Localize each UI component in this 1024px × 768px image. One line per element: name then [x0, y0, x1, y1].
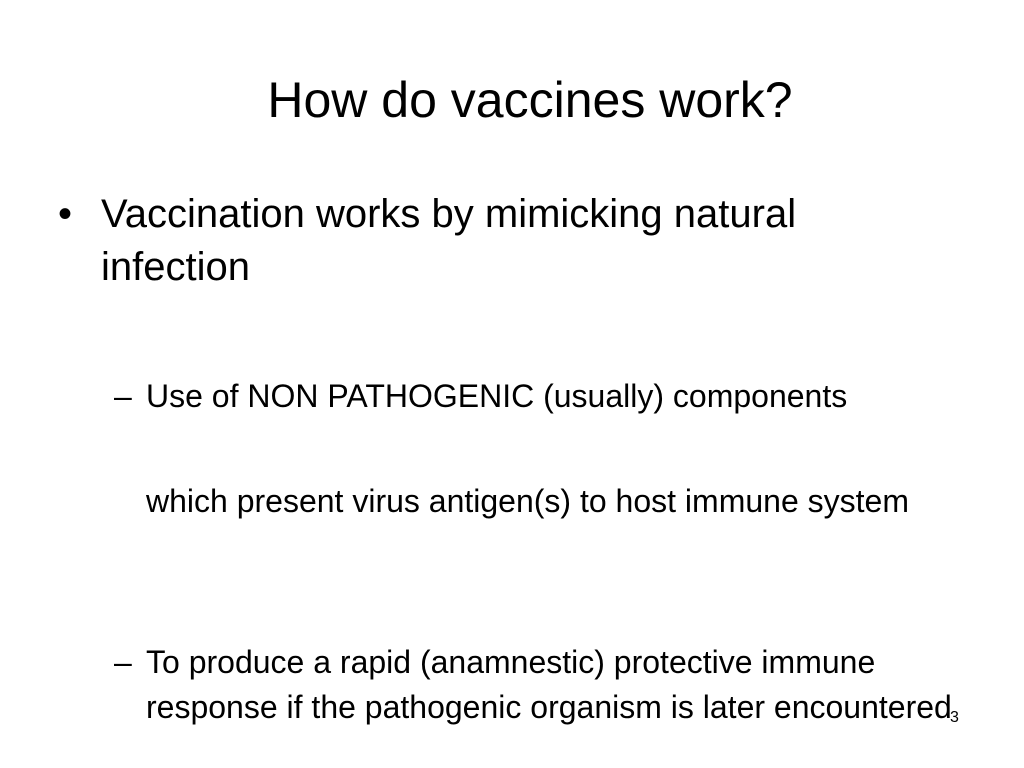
slide-title: How do vaccines work?: [267, 72, 793, 128]
sub-bullet-marker: –: [114, 378, 132, 414]
sub-bullet-text: To produce a rapid (anamnestic) protective immune response if the pathogenic organism is later encountered: [146, 644, 952, 725]
slide-number: 3: [950, 709, 959, 726]
sub-bullet-marker: –: [114, 644, 132, 680]
sub-bullet-item: [114, 640, 964, 730]
bullet-item: [58, 188, 908, 294]
sub-bullet-text: Use of NON PATHOGENIC (usually) components: [146, 378, 848, 414]
sub-bullet-item: [114, 374, 964, 419]
sub-bullet-continuation: which present virus antigen(s) to host immune system: [146, 483, 909, 519]
bullet-text: Vaccination works by mimicking natural infection: [101, 192, 797, 289]
bullet-marker: •: [58, 192, 73, 236]
